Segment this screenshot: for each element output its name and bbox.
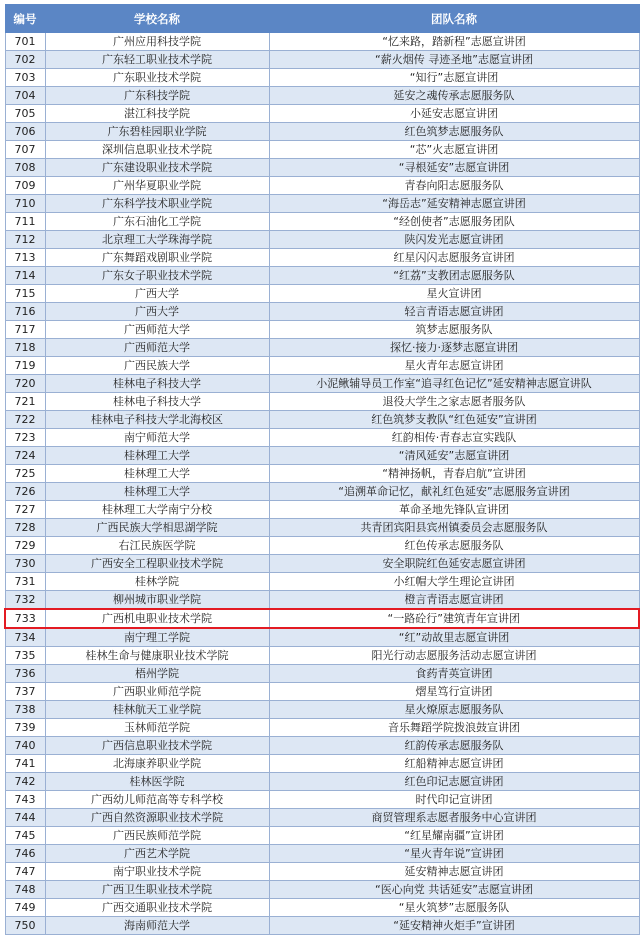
cell-team: 红色传承志愿服务队 xyxy=(269,537,639,555)
table-row xyxy=(5,501,639,519)
table-row xyxy=(5,177,639,195)
table-row xyxy=(5,69,639,87)
table-row xyxy=(5,213,639,231)
cell-no: 710 xyxy=(5,195,45,213)
table-row xyxy=(5,665,639,683)
cell-team: 革命圣地先锋队宣讲团 xyxy=(269,501,639,519)
cell-no: 731 xyxy=(5,573,45,591)
table-body xyxy=(5,33,639,935)
cell-no: 721 xyxy=(5,393,45,411)
cell-no: 740 xyxy=(5,737,45,755)
cell-no: 720 xyxy=(5,375,45,393)
table-row xyxy=(5,159,639,177)
cell-team: “一路砼行”建筑青年宣讲团 xyxy=(269,609,639,628)
cell-school: 广州华夏职业学院 xyxy=(45,177,269,195)
cell-no: 736 xyxy=(5,665,45,683)
table-row xyxy=(5,519,639,537)
cell-school: 广东轻工职业技术学院 xyxy=(45,51,269,69)
table-row xyxy=(5,899,639,917)
cell-team: 红色印记志愿宣讲团 xyxy=(269,773,639,791)
table-row xyxy=(5,773,639,791)
cell-team: “红星耀南疆”宣讲团 xyxy=(269,827,639,845)
highlighted-table-row xyxy=(5,609,639,628)
table-row xyxy=(5,683,639,701)
table-row xyxy=(5,647,639,665)
cell-school: 右江民族医学院 xyxy=(45,537,269,555)
table-row xyxy=(5,555,639,573)
table-row xyxy=(5,863,639,881)
header-school: 学校名称 xyxy=(45,5,269,33)
table-row xyxy=(5,411,639,429)
cell-team: “追溯革命记忆，献礼红色延安”志愿服务宣讲团 xyxy=(269,483,639,501)
cell-no: 738 xyxy=(5,701,45,719)
cell-no: 711 xyxy=(5,213,45,231)
header-team: 团队名称 xyxy=(269,5,639,33)
cell-school: 南宁职业技术学院 xyxy=(45,863,269,881)
cell-team: 轻言青语志愿宣讲团 xyxy=(269,303,639,321)
cell-no: 709 xyxy=(5,177,45,195)
table-row xyxy=(5,791,639,809)
cell-team: “星火筑梦”志愿服务队 xyxy=(269,899,639,917)
table-header-row xyxy=(5,5,639,33)
cell-school: 桂林生命与健康职业技术学院 xyxy=(45,647,269,665)
cell-team: 小泥鳅辅导员工作室“追寻红色记忆”延安精神志愿宣讲队 xyxy=(269,375,639,393)
cell-no: 701 xyxy=(5,33,45,51)
cell-no: 742 xyxy=(5,773,45,791)
cell-school: 广西师范大学 xyxy=(45,321,269,339)
cell-team: “医心向党 共话延安”志愿宣讲团 xyxy=(269,881,639,899)
cell-no: 704 xyxy=(5,87,45,105)
cell-team: 延安之魂传承志愿服务队 xyxy=(269,87,639,105)
cell-school: 广西民族大学相思湖学院 xyxy=(45,519,269,537)
table-row xyxy=(5,809,639,827)
cell-no: 735 xyxy=(5,647,45,665)
cell-team: “延安精神火炬手”宣讲团 xyxy=(269,917,639,935)
table-row xyxy=(5,719,639,737)
cell-team: “精神扬帆，青春启航”宣讲团 xyxy=(269,465,639,483)
cell-school: 广西艺术学院 xyxy=(45,845,269,863)
cell-team: 红色筑梦支教队“红色延安”宣讲团 xyxy=(269,411,639,429)
cell-no: 702 xyxy=(5,51,45,69)
cell-school: 北海康养职业学院 xyxy=(45,755,269,773)
cell-team: 时代印记宣讲团 xyxy=(269,791,639,809)
cell-no: 713 xyxy=(5,249,45,267)
cell-school: 桂林电子科技大学 xyxy=(45,393,269,411)
cell-school: 广西卫生职业技术学院 xyxy=(45,881,269,899)
cell-team: “清风延安”志愿宣讲团 xyxy=(269,447,639,465)
cell-school: 广西交通职业技术学院 xyxy=(45,899,269,917)
cell-no: 706 xyxy=(5,123,45,141)
table-row xyxy=(5,87,639,105)
cell-team: 星火青年志愿宣讲团 xyxy=(269,357,639,375)
cell-no: 703 xyxy=(5,69,45,87)
cell-school: 桂林理工大学 xyxy=(45,465,269,483)
cell-no: 726 xyxy=(5,483,45,501)
table-row xyxy=(5,827,639,845)
table-row xyxy=(5,465,639,483)
cell-school: 广西职业师范学院 xyxy=(45,683,269,701)
table-row xyxy=(5,357,639,375)
cell-no: 747 xyxy=(5,863,45,881)
cell-school: 南宁理工学院 xyxy=(45,628,269,647)
cell-school: 广东女子职业技术学院 xyxy=(45,267,269,285)
table-row xyxy=(5,917,639,935)
cell-no: 734 xyxy=(5,628,45,647)
cell-school: 梧州学院 xyxy=(45,665,269,683)
cell-team: 熠星笃行宣讲团 xyxy=(269,683,639,701)
cell-no: 729 xyxy=(5,537,45,555)
cell-team: 红韵相传·青春志宣实践队 xyxy=(269,429,639,447)
cell-school: 桂林电子科技大学北海校区 xyxy=(45,411,269,429)
cell-team: 红色筑梦志愿服务队 xyxy=(269,123,639,141)
cell-team: “经创使者”志愿服务团队 xyxy=(269,213,639,231)
cell-team: 星火燎原志愿服务队 xyxy=(269,701,639,719)
cell-no: 730 xyxy=(5,555,45,573)
cell-school: 广东科技学院 xyxy=(45,87,269,105)
cell-school: 广西自然资源职业技术学院 xyxy=(45,809,269,827)
cell-team: 星火宣讲团 xyxy=(269,285,639,303)
cell-team: 筑梦志愿服务队 xyxy=(269,321,639,339)
table-row xyxy=(5,537,639,555)
table-row xyxy=(5,881,639,899)
cell-team: “芯”火志愿宣讲团 xyxy=(269,141,639,159)
table-row xyxy=(5,375,639,393)
table-row xyxy=(5,51,639,69)
cell-team: 食药青英宣讲团 xyxy=(269,665,639,683)
table-row xyxy=(5,483,639,501)
cell-no: 733 xyxy=(5,609,45,628)
table-row xyxy=(5,393,639,411)
cell-no: 744 xyxy=(5,809,45,827)
cell-team: “海岳志”延安精神志愿宣讲团 xyxy=(269,195,639,213)
cell-school: 广东石油化工学院 xyxy=(45,213,269,231)
cell-school: 桂林电子科技大学 xyxy=(45,375,269,393)
cell-school: 广西师范大学 xyxy=(45,339,269,357)
table-row xyxy=(5,123,639,141)
cell-no: 728 xyxy=(5,519,45,537)
cell-no: 722 xyxy=(5,411,45,429)
cell-no: 743 xyxy=(5,791,45,809)
table-row xyxy=(5,303,639,321)
cell-school: 广东舞蹈戏剧职业学院 xyxy=(45,249,269,267)
team-table xyxy=(4,4,640,935)
table-row xyxy=(5,429,639,447)
cell-no: 723 xyxy=(5,429,45,447)
cell-no: 714 xyxy=(5,267,45,285)
table-row xyxy=(5,141,639,159)
cell-school: 广东科学技术职业学院 xyxy=(45,195,269,213)
cell-team: “忆来路，踏新程”志愿宣讲团 xyxy=(269,33,639,51)
cell-team: “寻根延安”志愿宣讲团 xyxy=(269,159,639,177)
table-row xyxy=(5,33,639,51)
cell-team: 商贸管理系志愿者服务中心宣讲团 xyxy=(269,809,639,827)
cell-no: 708 xyxy=(5,159,45,177)
cell-no: 750 xyxy=(5,917,45,935)
cell-school: 广西安全工程职业技术学院 xyxy=(45,555,269,573)
cell-school: 玉林师范学院 xyxy=(45,719,269,737)
cell-no: 739 xyxy=(5,719,45,737)
table-row xyxy=(5,701,639,719)
cell-school: 广西机电职业技术学院 xyxy=(45,609,269,628)
cell-school: 广东职业技术学院 xyxy=(45,69,269,87)
cell-school: 桂林学院 xyxy=(45,573,269,591)
cell-team: 探忆·接力·逐梦志愿宣讲团 xyxy=(269,339,639,357)
cell-team: 青春向阳志愿服务队 xyxy=(269,177,639,195)
cell-school: 广东碧桂园职业学院 xyxy=(45,123,269,141)
cell-team: 安全职院红色延安志愿宣讲团 xyxy=(269,555,639,573)
table-row xyxy=(5,231,639,249)
cell-school: 南宁师范大学 xyxy=(45,429,269,447)
cell-team: 音乐舞蹈学院拨浪鼓宣讲团 xyxy=(269,719,639,737)
table-row xyxy=(5,447,639,465)
cell-school: 广西民族师范学院 xyxy=(45,827,269,845)
cell-school: 广州应用科技学院 xyxy=(45,33,269,51)
table-row xyxy=(5,285,639,303)
cell-school: 柳州城市职业学院 xyxy=(45,591,269,610)
table-row xyxy=(5,195,639,213)
cell-school: 广西大学 xyxy=(45,303,269,321)
cell-no: 732 xyxy=(5,591,45,610)
cell-school: 深圳信息职业技术学院 xyxy=(45,141,269,159)
cell-no: 715 xyxy=(5,285,45,303)
cell-team: 橙言青语志愿宣讲团 xyxy=(269,591,639,610)
cell-school: 海南师范大学 xyxy=(45,917,269,935)
cell-team: 延安精神志愿宣讲团 xyxy=(269,863,639,881)
cell-school: 广西民族大学 xyxy=(45,357,269,375)
cell-school: 北京理工大学珠海学院 xyxy=(45,231,269,249)
cell-no: 745 xyxy=(5,827,45,845)
cell-school: 桂林航天工业学院 xyxy=(45,701,269,719)
table-row xyxy=(5,628,639,647)
cell-school: 广东建设职业技术学院 xyxy=(45,159,269,177)
cell-no: 724 xyxy=(5,447,45,465)
cell-no: 707 xyxy=(5,141,45,159)
cell-school: 桂林医学院 xyxy=(45,773,269,791)
table-row xyxy=(5,845,639,863)
cell-school: 桂林理工大学南宁分校 xyxy=(45,501,269,519)
cell-team: 退役大学生之家志愿者服务队 xyxy=(269,393,639,411)
cell-school: 广西幼儿师范高等专科学校 xyxy=(45,791,269,809)
cell-no: 712 xyxy=(5,231,45,249)
cell-team: 红星闪闪志愿服务宣讲团 xyxy=(269,249,639,267)
cell-school: 桂林理工大学 xyxy=(45,447,269,465)
cell-no: 719 xyxy=(5,357,45,375)
cell-team: “红”动故里志愿宣讲团 xyxy=(269,628,639,647)
cell-team: 小红帽大学生理论宣讲团 xyxy=(269,573,639,591)
table-row xyxy=(5,573,639,591)
cell-team: 小延安志愿宣讲团 xyxy=(269,105,639,123)
table-row xyxy=(5,267,639,285)
table-row xyxy=(5,339,639,357)
cell-no: 705 xyxy=(5,105,45,123)
cell-no: 716 xyxy=(5,303,45,321)
cell-team: “星火青年说”宣讲团 xyxy=(269,845,639,863)
cell-no: 748 xyxy=(5,881,45,899)
cell-school: 广西大学 xyxy=(45,285,269,303)
cell-team: 陕闪发光志愿宣讲团 xyxy=(269,231,639,249)
cell-school: 广西信息职业技术学院 xyxy=(45,737,269,755)
cell-team: 阳光行动志愿服务活动志愿宣讲团 xyxy=(269,647,639,665)
cell-no: 717 xyxy=(5,321,45,339)
cell-no: 746 xyxy=(5,845,45,863)
cell-no: 725 xyxy=(5,465,45,483)
cell-no: 737 xyxy=(5,683,45,701)
cell-team: “红荔”支教团志愿服务队 xyxy=(269,267,639,285)
table-row xyxy=(5,755,639,773)
cell-no: 749 xyxy=(5,899,45,917)
table-row xyxy=(5,737,639,755)
cell-team: 共青团宾阳县宾州镇委员会志愿服务队 xyxy=(269,519,639,537)
table-row xyxy=(5,249,639,267)
table-row xyxy=(5,105,639,123)
cell-no: 741 xyxy=(5,755,45,773)
cell-school: 桂林理工大学 xyxy=(45,483,269,501)
header-no: 编号 xyxy=(5,5,45,33)
cell-team: 红船精神志愿宣讲团 xyxy=(269,755,639,773)
cell-no: 718 xyxy=(5,339,45,357)
cell-team: “薪火烟传 寻迹圣地”志愿宣讲团 xyxy=(269,51,639,69)
cell-no: 727 xyxy=(5,501,45,519)
cell-team: “知行”志愿宣讲团 xyxy=(269,69,639,87)
cell-team: 红韵传承志愿服务队 xyxy=(269,737,639,755)
cell-school: 湛江科技学院 xyxy=(45,105,269,123)
table-row xyxy=(5,591,639,610)
table-row xyxy=(5,321,639,339)
